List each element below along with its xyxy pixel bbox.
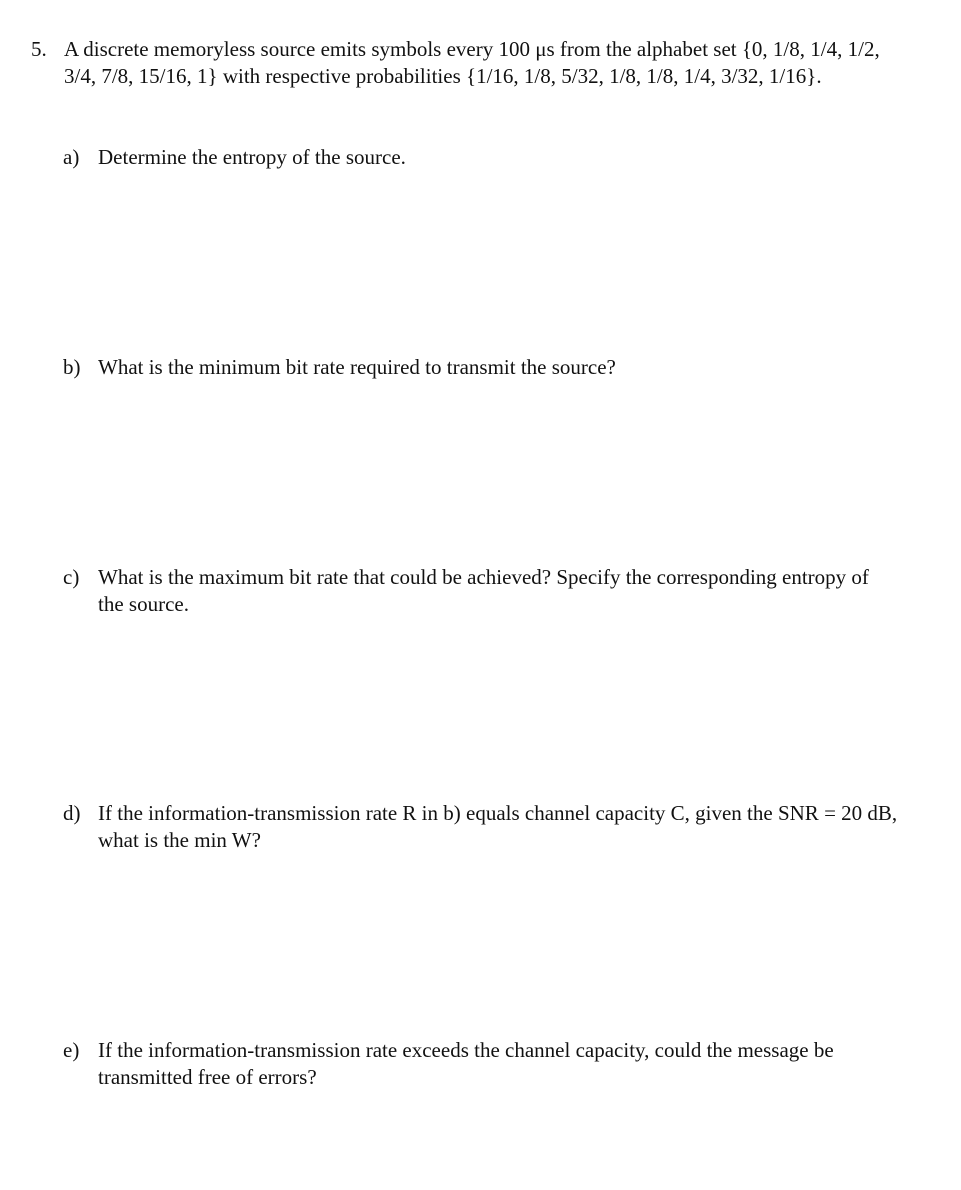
part-label-e: e) <box>63 1038 80 1062</box>
part-text-a: Determine the entropy of the source. <box>98 145 406 169</box>
part-label-b: b) <box>63 355 81 379</box>
part-text-d: If the information-transmission rate R in b) equals channel capacity C, given the SNR = 20 dB, what is the min W? <box>98 801 898 852</box>
part-text-c: What is the maximum bit rate that could be achieved? Specify the corresponding entropy of the source. <box>98 565 869 616</box>
part-label-d: d) <box>63 801 81 825</box>
part-label-a: a) <box>63 145 80 169</box>
part-text-b: What is the minimum bit rate required to transmit the source? <box>98 355 616 379</box>
part-text-e: If the information-transmission rate exceeds the channel capacity, could the message be transmitted free of errors? <box>98 1038 834 1089</box>
part-label-c: c) <box>63 565 80 589</box>
problem-number: 5. <box>31 37 47 61</box>
problem-text: A discrete memoryless source emits symbols every 100 μs from the alphabet set {0, 1/8, 1/4, 1/2, 3/4, 7/8, 15/16, 1} with respective probabilities {1/16, 1/8, 5/32, 1/8, 1/8, 1/4, 3/32, 1/16}. <box>64 37 880 88</box>
